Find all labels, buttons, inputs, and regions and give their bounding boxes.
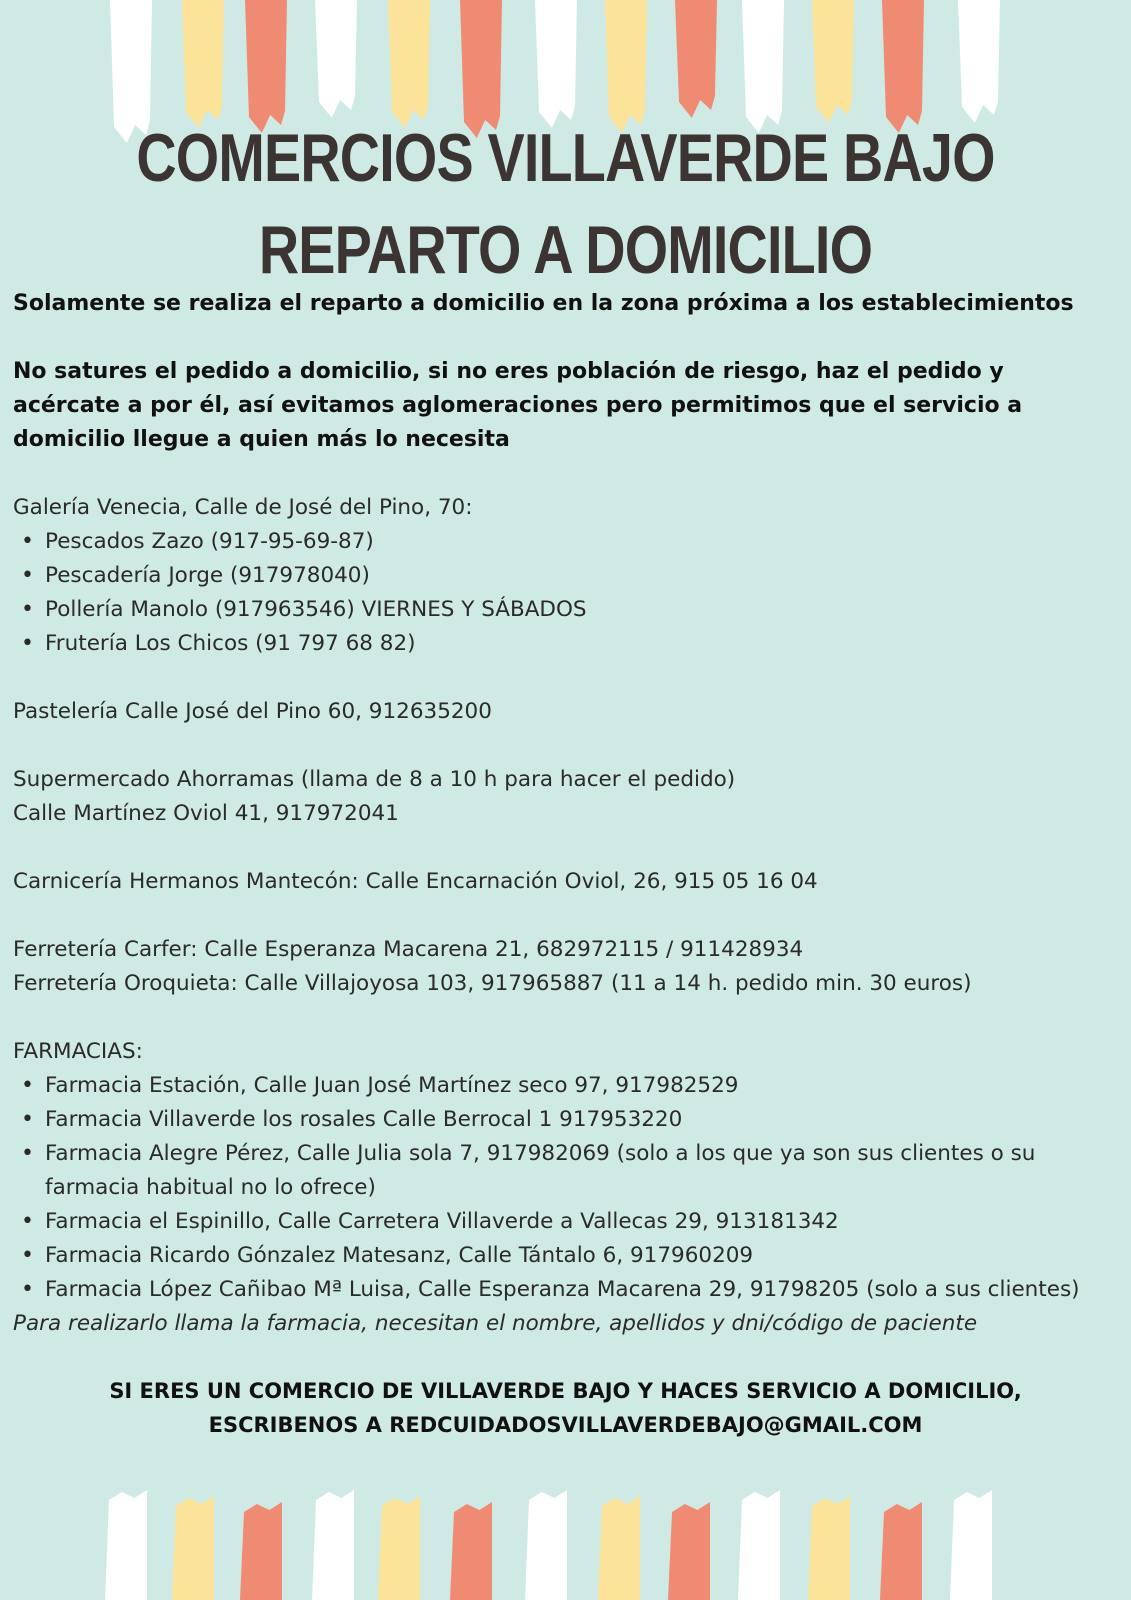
list-item: • Farmacia Ricardo Gónzalez Matesanz, Calle Tántalo 6, 917960209 <box>45 1239 1118 1273</box>
brush-stroke <box>240 1502 282 1600</box>
delivery-advice-note: No satures el pedido a domicilio, si no eres población de riesgo, haz el pedido y acércate a por él, así evitamos aglomeraciones pero permitimos que el servicio a domicilio llegue a quien más lo necesita <box>13 359 1023 452</box>
farmacias-heading: FARMACIAS: <box>13 1039 143 1064</box>
delivery-zone-note: Solamente se realiza el reparto a domicilio en la zona próxima a los establecimientos <box>13 291 1074 316</box>
brush-stroke <box>598 1496 640 1600</box>
main-content <box>13 287 1118 1341</box>
galeria-section <box>13 491 1118 1341</box>
ferreteria-entry: Ferretería Oroquieta: Calle Villajoyosa 103, 917965887 (11 a 14 h. pedido min. 30 euros) <box>13 971 972 996</box>
farmacias-list <box>13 1069 1118 1307</box>
brush-stroke <box>808 1496 850 1600</box>
brush-stroke <box>312 1490 354 1600</box>
list-item: • Frutería Los Chicos (91 797 68 82) <box>45 627 1118 661</box>
brush-stroke <box>738 1490 780 1600</box>
list-item: • Pescados Zazo (917-95-69-87) <box>45 525 1118 559</box>
list-item: • Farmacia Estación, Calle Juan José Martínez seco 97, 917982529 <box>45 1069 1118 1103</box>
brush-stroke <box>880 1502 922 1600</box>
list-item: • Farmacia Villaverde los rosales Calle Berrocal 1 917953220 <box>45 1103 1118 1137</box>
brush-stroke <box>668 1502 710 1600</box>
brush-stroke <box>172 1496 214 1600</box>
title-line-1: COMERCIOS VILLAVERDE BAJO <box>136 120 995 196</box>
contact-footer <box>0 1374 1131 1442</box>
ferreteria-entry: Ferretería Carfer: Calle Esperanza Macarena 21, 682972115 / 911428934 <box>13 937 804 962</box>
brush-stroke <box>675 0 717 118</box>
page-title <box>102 112 1029 296</box>
pasteleria-entry: Pastelería Calle José del Pino 60, 912635200 <box>13 699 492 724</box>
list-item: • Farmacia López Cañibao Mª Luisa, Calle Esperanza Macarena 29, 91798205 (solo a sus clientes) <box>45 1273 1118 1307</box>
brush-stroke <box>812 0 854 123</box>
footer-line-1: SI ERES UN COMERCIO DE VILLAVERDE BAJO Y HACES SERVICIO A DOMICILIO, <box>109 1379 1022 1403</box>
list-item: • Farmacia el Espinillo, Calle Carretera Villaverde a Vallecas 29, 913181342 <box>45 1205 1118 1239</box>
galeria-list <box>13 525 1118 661</box>
carniceria-entry: Carnicería Hermanos Mantecón: Calle Encarnación Oviol, 26, 915 05 16 04 <box>13 869 818 894</box>
brush-stroke <box>388 0 430 128</box>
galeria-heading: Galería Venecia, Calle de José del Pino, 70: <box>13 495 473 520</box>
title-line-2: REPARTO A DOMICILIO <box>258 212 873 288</box>
brush-stroke <box>182 0 224 128</box>
decorative-brush-strokes-bottom <box>0 1482 1131 1600</box>
brush-stroke <box>958 0 1000 123</box>
footer-line-2: ESCRIBENOS A REDCUIDADOSVILLAVERDEBAJO@GMAIL.COM <box>208 1413 923 1437</box>
brush-stroke <box>450 1502 492 1600</box>
farmacias-note: Para realizarlo llama la farmacia, necesitan el nombre, apellidos y dni/código de paciente <box>13 1311 978 1336</box>
supermercado-line-1: Supermercado Ahorramas (llama de 8 a 10 h para hacer el pedido) <box>13 767 736 792</box>
supermercado-line-2: Calle Martínez Oviol 41, 917972041 <box>13 801 399 826</box>
brush-stroke <box>378 1496 420 1600</box>
brush-stroke <box>525 1490 567 1600</box>
brush-stroke <box>950 1490 992 1600</box>
list-item: • Pollería Manolo (917963546) VIERNES Y SÁBADOS <box>45 593 1118 627</box>
brush-stroke <box>105 1490 147 1600</box>
list-item: • Farmacia Alegre Pérez, Calle Julia sola 7, 917982069 (solo a los que ya son sus clientes o su farmacia habitual no lo ofrece) <box>45 1137 1118 1205</box>
list-item: • Pescadería Jorge (917978040) <box>45 559 1118 593</box>
brush-stroke <box>315 0 357 118</box>
brush-stroke <box>535 0 577 128</box>
